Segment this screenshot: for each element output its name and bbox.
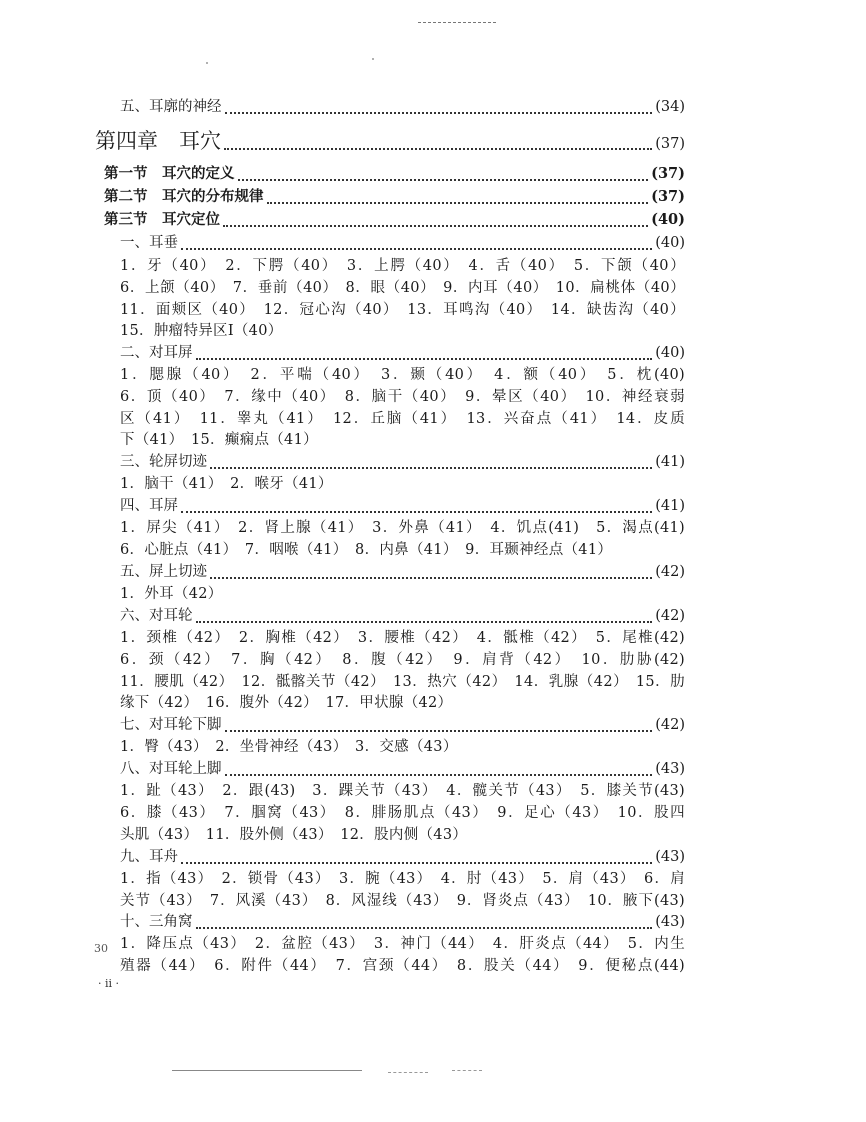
group-title: 五、屏上切迹: [120, 564, 207, 580]
point-list-line: 头肌（43） 11．股外侧（43） 12．股内侧（43）: [120, 827, 468, 843]
group-title: 六、对耳轮: [120, 608, 193, 624]
section-page: (37): [651, 188, 685, 205]
group-title: 二、对耳屏: [120, 345, 193, 361]
point-list-line: 11．腰肌（42） 12．骶髂关节（42） 13．热穴（42） 14．乳腺（42） 15．肋: [120, 674, 685, 690]
group-page: (40): [655, 235, 685, 251]
leader-dots: [196, 923, 653, 929]
leader-dots: [225, 726, 653, 732]
toc-group-antihelix: [120, 605, 685, 627]
point-list-line: 1．指（43） 2．锁骨（43） 3．腕（43） 4．肘（43） 5．肩（43） 6．肩: [120, 871, 685, 887]
toc-group-inferior-crus: [120, 714, 685, 736]
group-page: (43): [655, 761, 685, 777]
scan-artifact-bottom: [388, 1072, 428, 1073]
point-list-line: 区（41） 11．睾丸（41） 12．丘脑（41） 13．兴奋点（41） 14．皮质: [120, 411, 685, 427]
toc-entry-title: 五、耳廓的神经: [120, 99, 222, 115]
leader-dots: [181, 507, 652, 513]
group-page: (41): [655, 498, 685, 514]
toc-entry-page: (34): [655, 99, 685, 115]
point-list-line: 1．外耳（42）: [120, 586, 223, 602]
toc-group-triangular-fossa: [120, 911, 685, 933]
toc-entry-ear-nerves: [120, 96, 685, 118]
point-list-line: 6．膝（43） 7．腘窝（43） 8．腓肠肌点（43） 9．足心（43） 10．股四: [120, 805, 685, 821]
leader-dots: [223, 221, 648, 227]
toc-group-tragus: [120, 495, 685, 517]
group-page: (42): [655, 564, 685, 580]
leader-dots: [196, 354, 653, 360]
point-list-line: 6．上颌（40） 7．垂前（40） 8．眼（40） 9．内耳（40） 10．扁桃体（40）: [120, 280, 685, 296]
group-page: (43): [655, 849, 685, 865]
point-list-line: 1．腮腺（40） 2．平喘（40） 3．颞（40） 4．额（40） 5．枕(40): [120, 367, 685, 383]
point-list-line: 6．顶（40） 7．缘中（40） 8．脑干（40） 9．晕区（40） 10．神经衰弱: [120, 389, 685, 405]
group-page: (41): [655, 454, 685, 470]
toc-group-supratragic-notch: [120, 561, 685, 583]
toc-group-superior-crus: [120, 758, 685, 780]
group-page: (43): [655, 914, 685, 930]
group-title: 三、轮屏切迹: [120, 454, 207, 470]
section-title: 第一节 耳穴的定义: [104, 165, 235, 182]
leader-dots: [225, 108, 653, 114]
point-list-line: 6．颈（42） 7．胸（42） 8．腹（42） 9．肩背（42） 10．肋胁(42): [120, 652, 685, 668]
point-list-line: 1．脑干（41） 2．喉牙（41）: [120, 476, 333, 492]
group-title: 八、对耳轮上脚: [120, 761, 222, 777]
group-page: (40): [655, 345, 685, 361]
toc-section-3: [104, 209, 685, 231]
section-title: 第三节 耳穴定位: [104, 211, 220, 228]
leader-dots: [181, 244, 652, 250]
toc-section-1: [104, 163, 685, 185]
scan-speck: [206, 62, 208, 64]
leader-dots: [267, 198, 649, 204]
scan-artifact-top: [418, 22, 496, 23]
toc-group-scapha: [120, 846, 685, 868]
group-title: 十、三角窝: [120, 914, 193, 930]
chapter-title: 第四章 耳穴: [95, 129, 221, 153]
toc-chapter-4: [95, 126, 685, 156]
group-title: 四、耳屏: [120, 498, 178, 514]
point-list-line: 1．牙（40） 2．下腭（40） 3．上腭（40） 4．舌（40） 5．下颌（40）: [120, 258, 685, 274]
group-page: (42): [655, 717, 685, 733]
leader-dots: [225, 770, 653, 776]
point-list-line: 1．趾（43） 2．跟(43) 3．踝关节（43） 4．髋关节（43） 5．膝关节(43): [120, 783, 685, 799]
leader-dots: [210, 463, 652, 469]
point-list-line: 1．降压点（43） 2．盆腔（43） 3．神门（44） 4．肝炎点（44） 5．内生: [120, 936, 685, 952]
margin-mark: 30: [94, 942, 108, 955]
section-page: (40): [651, 211, 685, 228]
leader-dots: [196, 617, 653, 623]
leader-dots: [224, 144, 652, 150]
point-list-line: 缘下（42） 16．腹外（42） 17．甲状腺（42）: [120, 695, 453, 711]
toc-section-2: [104, 186, 685, 208]
scan-artifact-bottom: [452, 1070, 482, 1071]
chapter-page: (37): [655, 136, 685, 152]
point-list-line: 殖器（44） 6．附件（44） 7．宫颈（44） 8．股关（44） 9．便秘点(44): [120, 958, 685, 974]
point-list-line: 15．肿瘤特异区Ⅰ（40）: [120, 323, 283, 339]
point-list-line: 1．臀（43） 2．坐骨神经（43） 3．交感（43）: [120, 739, 458, 755]
group-title: 七、对耳轮下脚: [120, 717, 222, 733]
leader-dots: [181, 858, 652, 864]
leader-dots: [210, 573, 652, 579]
group-title: 九、耳舟: [120, 849, 178, 865]
point-list-line: 6．心脏点（41） 7．咽喉（41） 8．内鼻（41） 9．耳颞神经点（41）: [120, 542, 613, 558]
leader-dots: [238, 175, 649, 181]
scan-artifact-bottom: [172, 1070, 362, 1071]
section-title: 第二节 耳穴的分布规律: [104, 188, 264, 205]
toc-group-antitragus: [120, 342, 685, 364]
section-page: (37): [651, 165, 685, 182]
scan-speck: [372, 58, 374, 60]
page-number: · ii ·: [98, 977, 120, 990]
group-title: 一、耳垂: [120, 235, 178, 251]
point-list-line: 1．颈椎（42） 2．胸椎（42） 3．腰椎（42） 4．骶椎（42） 5．尾椎(42): [120, 630, 685, 646]
point-list-line: 关节（43） 7．风溪（43） 8．风湿线（43） 9．肾炎点（43） 10．腋下(43): [120, 893, 685, 909]
point-list-line: 1．屏尖（41） 2．肾上腺（41） 3．外鼻（41） 4．饥点(41) 5．渴点(41): [120, 520, 685, 536]
group-page: (42): [655, 608, 685, 624]
point-list-line: 11．面颊区（40） 12．冠心沟（40） 13．耳鸣沟（40） 14．缺齿沟（40）: [120, 302, 685, 318]
toc-group-helix-notch: [120, 451, 685, 473]
toc-group-earlobe: [120, 232, 685, 254]
point-list-line: 下（41） 15．癫痫点（41）: [120, 432, 318, 448]
